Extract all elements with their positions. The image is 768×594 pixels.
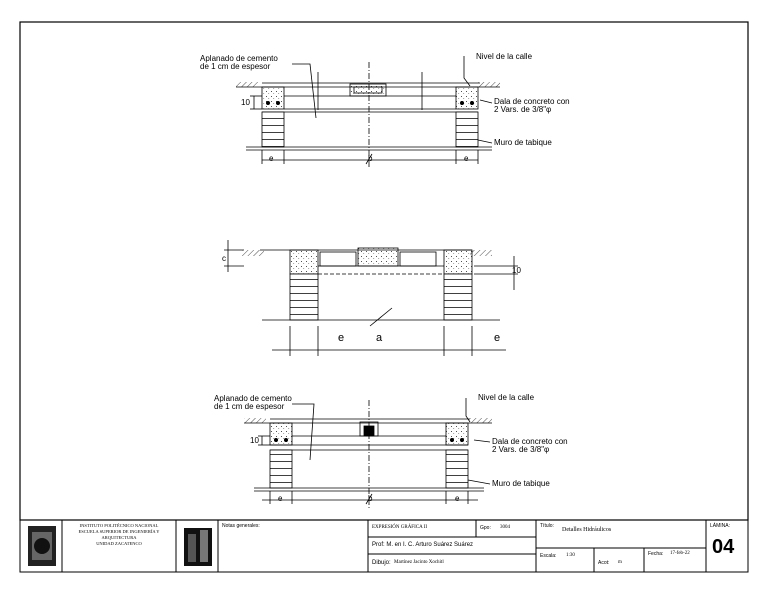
sheet-number: 04: [712, 536, 735, 558]
d3-note-plaster-2: de 1 cm de espesor: [214, 402, 285, 411]
drawer-label: Dibujo:: [372, 560, 391, 566]
group-label: Gpo:: [480, 525, 491, 531]
ipn-logo: [28, 526, 56, 566]
d3-note-wall: Muro de tabique: [492, 479, 550, 488]
acot-label: Acot:: [598, 560, 610, 566]
d1-note-dala-1: Dala de concreto con: [494, 97, 570, 106]
group-value: 3004: [500, 525, 510, 530]
notes-label: Notas generales:: [222, 523, 260, 529]
institution-line3: ARQUITECTURA: [101, 535, 137, 540]
d1-dim-height: 10: [241, 98, 250, 107]
d2-dim-e-left: e: [338, 332, 345, 344]
detail-1: [236, 56, 500, 168]
d3-note-dala-1: Dala de concreto con: [492, 437, 568, 446]
acot-value: m: [618, 560, 622, 565]
d3-dim-b: b: [368, 494, 373, 503]
institution-line1: INSTITUTO POLITÉCNICO NACIONAL: [79, 523, 159, 528]
detail-3: [244, 398, 492, 508]
d3-note-street: Nivel de la calle: [478, 393, 535, 402]
d1-dim-e-right: e: [464, 154, 469, 163]
d1-dim-b: b: [368, 154, 373, 163]
date-value: 17-feb-22: [670, 551, 690, 556]
d1-note-dala-2: 2 Vars. de 3/8"φ: [494, 105, 552, 114]
institution-line4: UNIDAD ZACATENCO: [96, 541, 142, 546]
title-label: Título:: [540, 523, 554, 529]
course-name: EXPRESIÓN GRÁFICA II: [372, 525, 428, 530]
d1-note-wall: Muro de tabique: [494, 138, 552, 147]
d3-note-plaster-1: Aplanado de cemento: [214, 394, 292, 403]
title-value: Detalles Hidráulicos: [562, 527, 612, 533]
institution-line2: ESCUELA SUPERIOR DE INGENIERÍA Y: [78, 529, 160, 534]
d2-dim-a: a: [376, 332, 383, 344]
date-label: Fecha:: [648, 551, 664, 557]
esia-logo: [184, 528, 212, 566]
drawer-value: Martínez Jacinto Xochitl: [394, 560, 444, 565]
d1-dim-e-left: e: [269, 154, 274, 163]
scale-label: Escala:: [540, 553, 557, 559]
detail-2: [224, 240, 518, 356]
d3-dim-e-right: e: [455, 494, 460, 503]
d2-dim-10: 10: [512, 266, 521, 275]
professor: Prof: M. en I. C. Arturo Suárez Suárez: [372, 542, 474, 548]
scale-value: 1:30: [566, 553, 575, 558]
d3-note-dala-2: 2 Vars. de 3/8"φ: [492, 445, 550, 454]
d1-note-plaster-1: Aplanado de cemento: [200, 54, 278, 63]
sheet-label: LÁMINA:: [710, 523, 731, 529]
d1-note-street: Nivel de la calle: [476, 52, 533, 61]
d2-dim-e-right: e: [494, 332, 501, 344]
d1-note-plaster-2: de 1 cm de espesor: [200, 62, 271, 71]
d3-dim-height: 10: [250, 436, 259, 445]
d3-dim-e-left: e: [278, 494, 283, 503]
d2-dim-c: c: [222, 254, 226, 263]
